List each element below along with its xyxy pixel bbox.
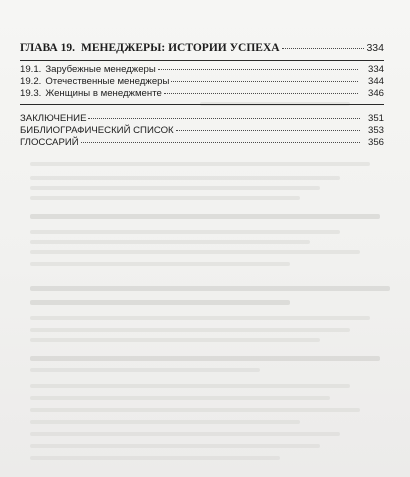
show-through-line — [30, 250, 360, 254]
entry-title: БИБЛИОГРАФИЧЕСКИЙ СПИСОК — [20, 125, 174, 136]
show-through-line — [30, 368, 260, 372]
show-through-line — [30, 176, 340, 180]
section-page-number: 346 — [367, 88, 384, 99]
section-page-number: 334 — [367, 64, 384, 75]
dot-leader — [176, 130, 360, 131]
show-through-line — [30, 338, 320, 342]
toc-entry-bibliography[interactable] — [20, 125, 384, 137]
show-through-line — [30, 262, 290, 266]
show-through-line — [30, 420, 300, 424]
chapter-title: МЕНЕДЖЕРЫ: ИСТОРИИ УСПЕХА — [80, 42, 280, 54]
entry-title: ЗАКЛЮЧЕНИЕ — [20, 113, 87, 124]
toc-entry-section[interactable] — [20, 88, 384, 100]
section-title: Женщины в менеджменте — [45, 88, 162, 99]
dot-leader — [282, 48, 365, 49]
show-through-line — [30, 214, 380, 219]
show-through-line — [30, 328, 350, 332]
toc-entry-section[interactable] — [20, 76, 384, 88]
section-number: 19.3. — [20, 88, 42, 99]
dot-leader — [81, 142, 360, 143]
dot-leader — [164, 93, 358, 94]
dot-leader — [88, 118, 360, 119]
show-through-line — [30, 444, 320, 448]
show-through-line — [30, 384, 350, 388]
show-through-line — [30, 186, 320, 190]
table-of-contents — [20, 42, 384, 149]
entry-page-number: 351 — [367, 113, 384, 124]
show-through-line — [30, 316, 370, 320]
chapter-page-number: 334 — [366, 42, 384, 54]
section-page-number: 344 — [367, 76, 384, 87]
entry-title: ГЛОССАРИЙ — [20, 137, 79, 148]
show-through-line — [30, 162, 370, 166]
toc-entry-conclusion[interactable] — [20, 113, 384, 125]
show-through-line — [30, 396, 330, 400]
chapter-number: ГЛАВА 19. — [20, 42, 75, 54]
chapter-heading[interactable] — [20, 42, 384, 61]
dot-leader — [171, 81, 358, 82]
section-list — [20, 61, 384, 105]
show-through-line — [30, 230, 340, 234]
entry-page-number: 356 — [367, 137, 384, 148]
section-title: Зарубежные менеджеры — [45, 64, 156, 75]
show-through-line — [30, 432, 340, 436]
section-number: 19.2. — [20, 76, 42, 87]
section-title: Отечественные менеджеры — [45, 76, 170, 87]
show-through-line — [30, 240, 310, 244]
show-through-line — [30, 300, 290, 305]
toc-entry-section[interactable] — [20, 64, 384, 76]
show-through-line — [30, 456, 280, 460]
show-through-line — [30, 356, 380, 361]
show-through-line — [30, 286, 390, 291]
show-through-line — [30, 196, 300, 200]
show-through-line — [30, 408, 360, 412]
toc-entry-glossary[interactable] — [20, 137, 384, 149]
back-matter-list — [20, 105, 384, 149]
dot-leader — [158, 69, 358, 70]
section-number: 19.1. — [20, 64, 42, 75]
entry-page-number: 353 — [367, 125, 384, 136]
